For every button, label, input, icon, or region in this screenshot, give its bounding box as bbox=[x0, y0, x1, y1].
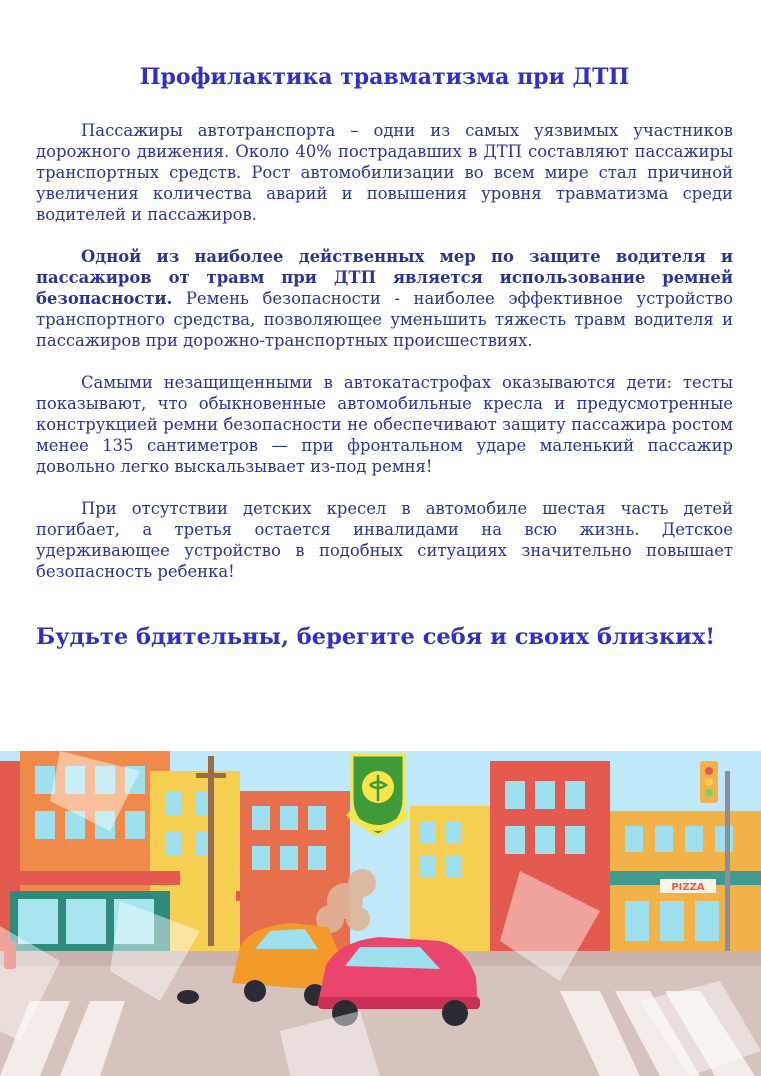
medical-emblem-icon bbox=[348, 755, 408, 835]
street-accident-illustration bbox=[0, 751, 761, 1076]
paragraph-child-seats: При отсутствии детских кресел в автомобиле шестая часть детей погибает, а третья остается инвалидами на всю жизнь. Детское удерживающее устройство в подобных ситуациях значительно повышает безопасность ребенка! bbox=[36, 499, 733, 581]
awning-left bbox=[0, 871, 180, 885]
paragraph-passengers: Пассажиры автотранспорта – одни из самых уязвимых участников дорожного движения. Около 40% пострадавших в ДТП составляют пассажиры транспортных средств. Рост автомобилизации во всем мире стал причиной увеличения количества аварий и повышения уровня травматизма среди водителей и пассажиров. bbox=[36, 121, 733, 224]
traffic-light-pole bbox=[725, 771, 730, 951]
pizza-sign-text: PIZZA bbox=[671, 882, 705, 893]
slogan: Будьте бдительны, берегите себя и своих близких! bbox=[36, 624, 716, 650]
paragraph-seatbelts-bold: Одной из наиболее действенных мер по защите водителя и пассажиров от травм при ДТП является использование ремней безопасности. bbox=[36, 247, 733, 308]
paragraph-seatbelts bbox=[36, 246, 733, 351]
page-title: Профилактика травматизма при ДТП bbox=[139, 64, 630, 90]
paragraph-children: Самыми незащищенными в автокатастрофах оказываются дети: тесты показывают, что обыкновенные автомобильные кресла и предусмотренные конструкцией ремни безопасности не обеспечивают защиту пассажира ростом менее 135 сантиметров — при фронтальном ударе маленький пассажир довольно легко выскальзывает из-под ремня! bbox=[36, 373, 733, 476]
leaflet-text bbox=[36, 62, 733, 652]
utility-pole bbox=[208, 756, 214, 946]
loose-tire bbox=[177, 990, 199, 1004]
paragraph-seatbelts-rest: Ремень безопасности - наиболее эффективное устройство транспортного средства, позволяющее уменьшить тяжесть травм водителя и пассажиров при дорожно-транспортных происшествиях. bbox=[36, 289, 733, 350]
